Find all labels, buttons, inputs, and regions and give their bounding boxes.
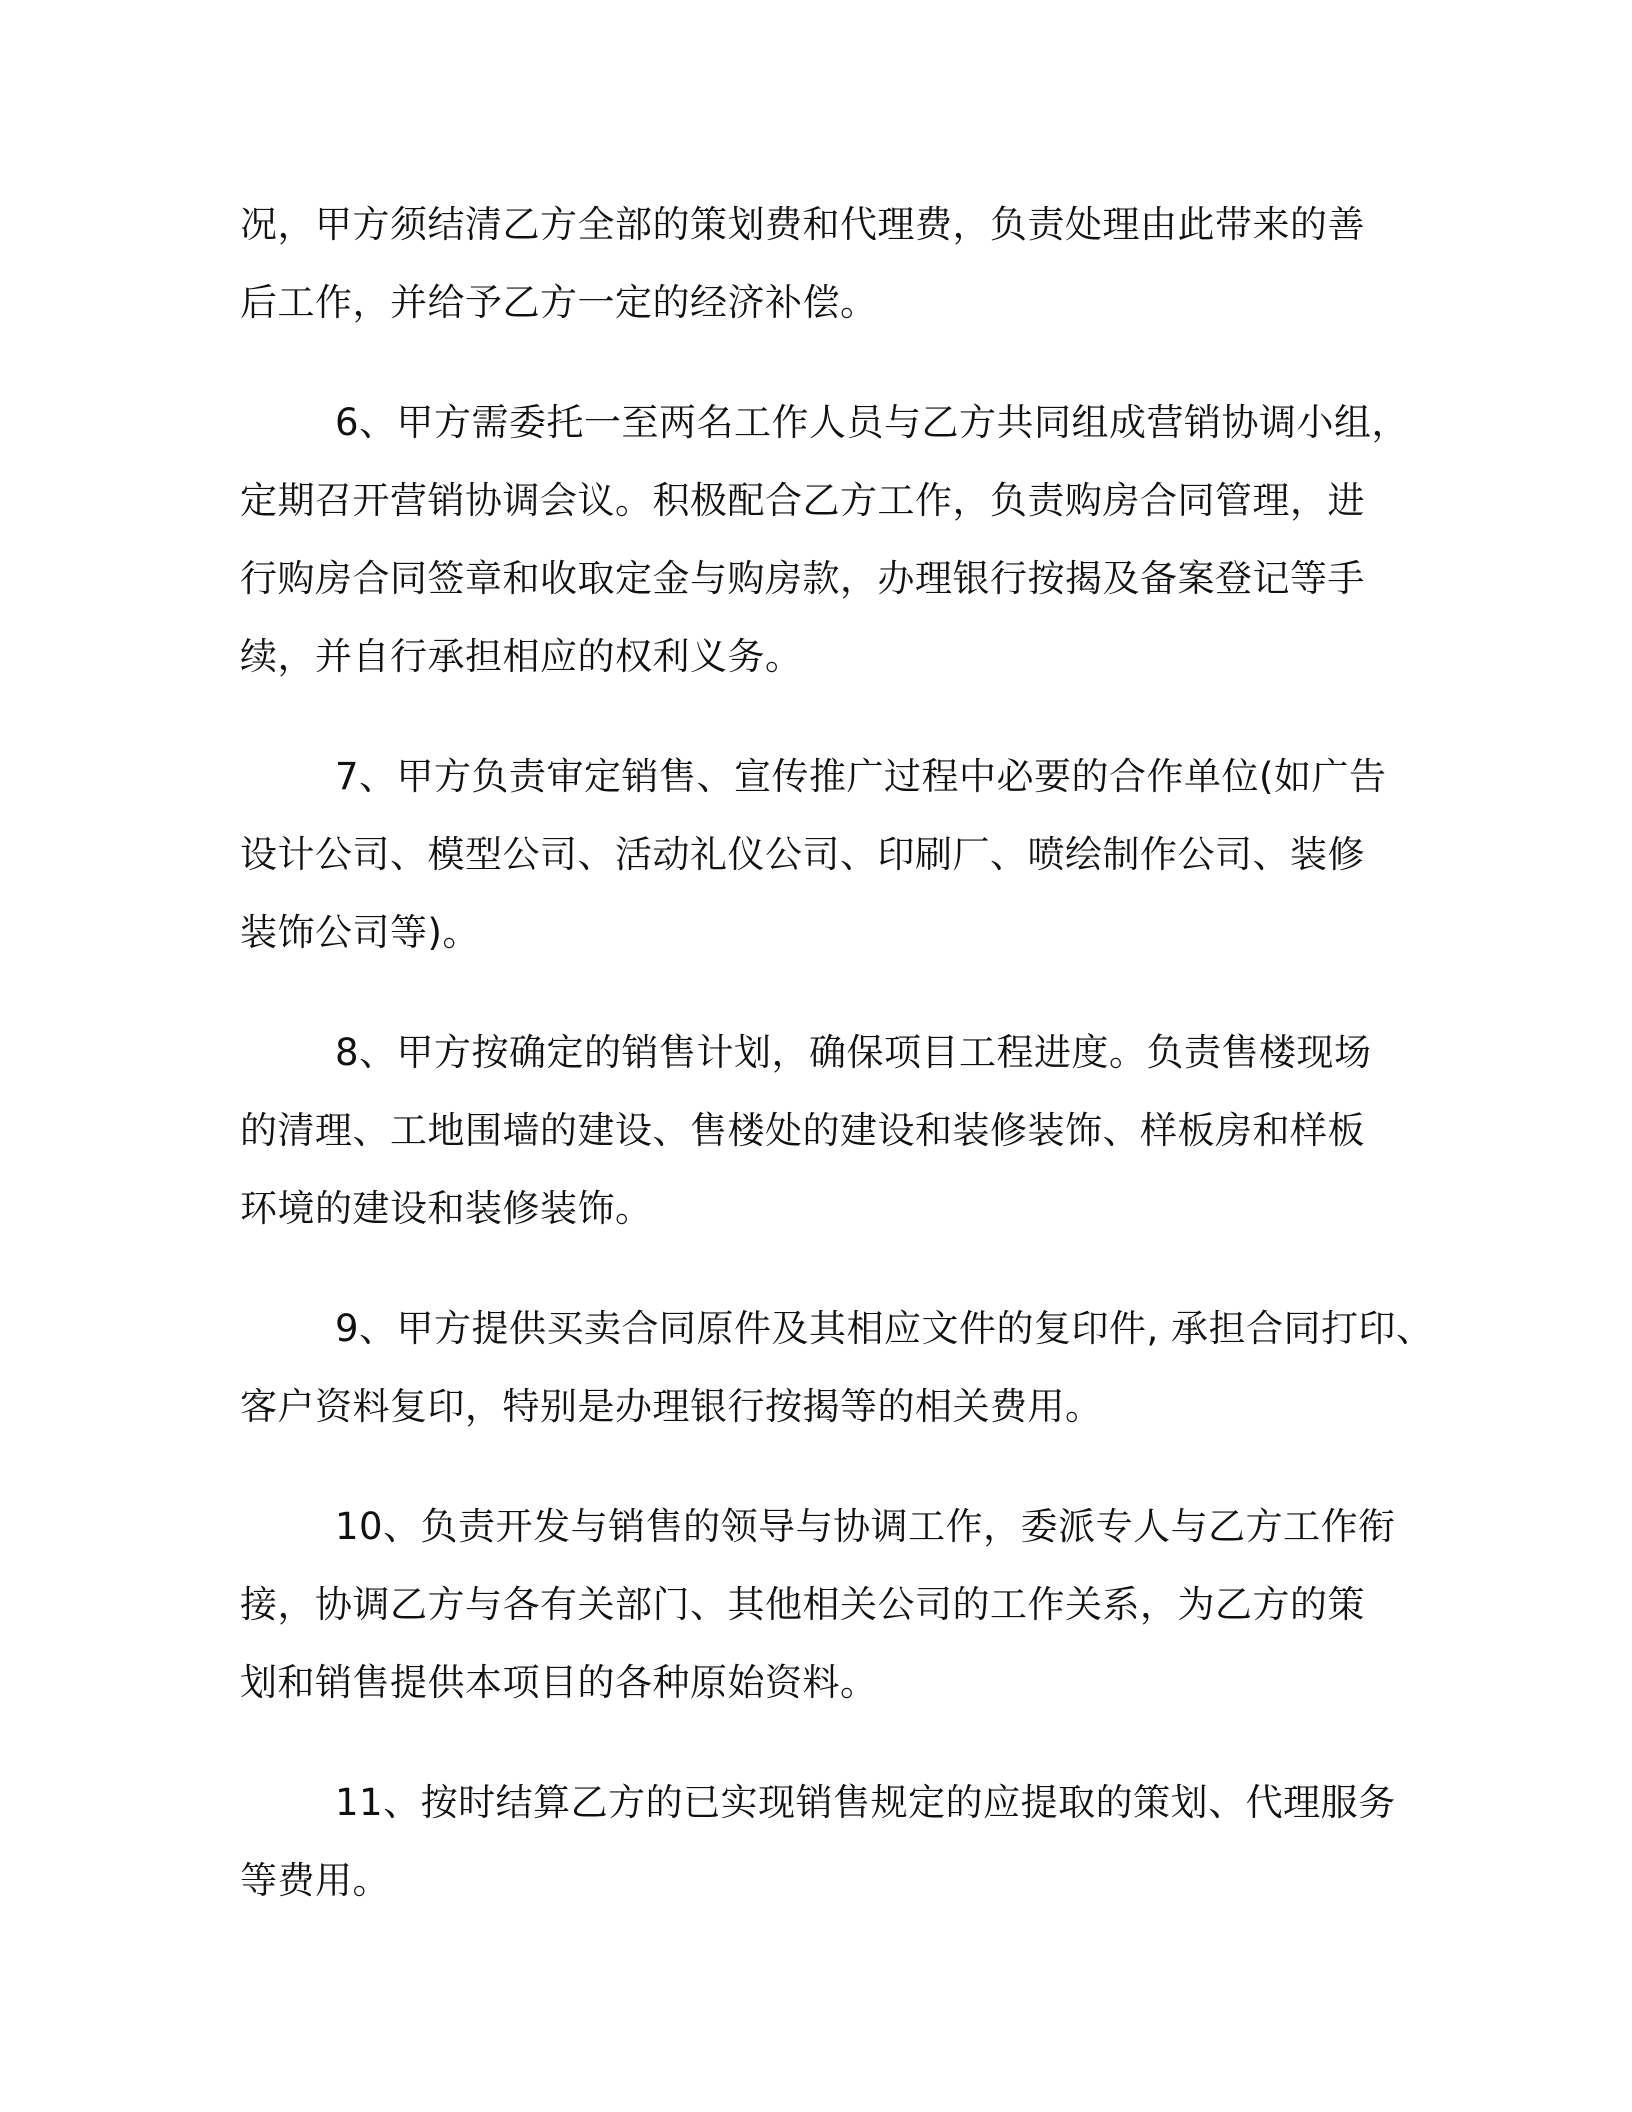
paragraph-item-7 xyxy=(240,738,1400,972)
paragraph-line: 9、甲方提供买卖合同原件及其相应文件的复印件, 承担合同打印、 xyxy=(335,1307,1434,1350)
paragraph-line: 况，甲方须结清乙方全部的策划费和代理费，负责处理由此带来的善 xyxy=(240,203,1365,246)
paragraph-continuation xyxy=(240,186,1400,342)
paragraph-line: 后工作，并给予乙方一定的经济补偿。 xyxy=(240,281,878,324)
document-body xyxy=(240,186,1434,1962)
paragraph-line: 环境的建设和装修装饰。 xyxy=(240,1187,653,1230)
paragraph-item-10 xyxy=(240,1488,1400,1722)
paragraph-line: 接，协调乙方与各有关部门、其他相关公司的工作关系，为乙方的策 xyxy=(240,1583,1365,1626)
paragraph-item-11 xyxy=(240,1764,1400,1920)
paragraph-line: 10、负责开发与销售的领导与协调工作，委派专人与乙方工作衔 xyxy=(335,1505,1396,1548)
paragraph-line: 续，并自行承担相应的权利义务。 xyxy=(240,635,803,678)
paragraph-line: 定期召开营销协调会议。积极配合乙方工作，负责购房合同管理，进 xyxy=(240,479,1365,522)
paragraph-item-8 xyxy=(240,1014,1400,1248)
paragraph-item-6 xyxy=(240,384,1410,696)
paragraph-line: 11、按时结算乙方的已实现销售规定的应提取的策划、代理服务 xyxy=(335,1781,1396,1824)
paragraph-line: 设计公司、模型公司、活动礼仪公司、印刷厂、喷绘制作公司、装修 xyxy=(240,833,1365,876)
paragraph-line: 等费用。 xyxy=(240,1859,390,1902)
paragraph-line: 客户资料复印，特别是办理银行按揭等的相关费用。 xyxy=(240,1385,1103,1428)
paragraph-line: 装饰公司等)。 xyxy=(240,911,480,954)
paragraph-line: 7、甲方负责审定销售、宣传推广过程中必要的合作单位(如广告 xyxy=(335,755,1387,798)
paragraph-line: 8、甲方按确定的销售计划，确保项目工程进度。负责售楼现场 xyxy=(335,1031,1372,1074)
paragraph-line: 划和销售提供本项目的各种原始资料。 xyxy=(240,1661,878,1704)
paragraph-line: 行购房合同签章和收取定金与购房款，办理银行按揭及备案登记等手 xyxy=(240,557,1365,600)
paragraph-line: 6、甲方需委托一至两名工作人员与乙方共同组成营销协调小组， xyxy=(335,401,1410,444)
paragraph-line: 的清理、工地围墙的建设、售楼处的建设和装修装饰、样板房和样板 xyxy=(240,1109,1365,1152)
paragraph-item-9 xyxy=(240,1290,1434,1446)
